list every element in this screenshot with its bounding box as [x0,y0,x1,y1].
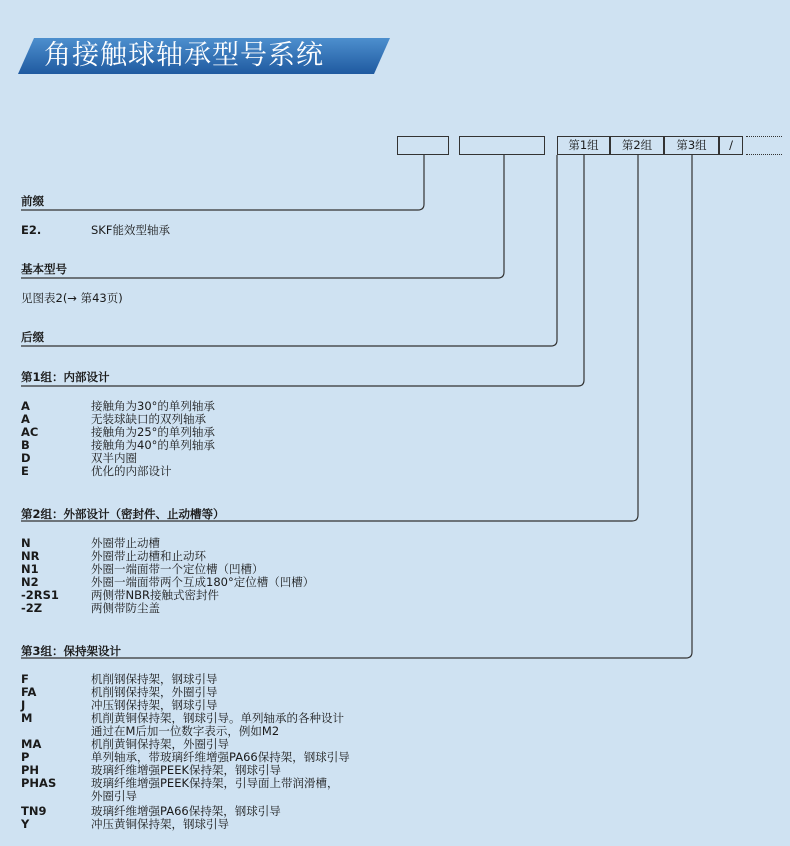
list-item-code: PH [21,763,40,777]
list-item-code: -2RS1 [21,588,59,602]
list-item-desc: 接触角为30°的单列轴承 [91,399,215,413]
list-item-code: J [21,698,26,712]
basic-heading: 基本型号 [21,262,67,276]
list-item-desc: 机削黄铜保持架，钢球引导。单列轴承的各种设计 [91,711,344,725]
list-item-code: FA [21,685,37,699]
list-item-desc: 玻璃纤维增强PA66保持架，钢球引导 [91,804,281,818]
prefix-desc: SKF能效型轴承 [91,223,170,237]
list-item-code: N [21,536,31,550]
list-item-desc: 通过在M后加一位数字表示，例如M2 [91,724,280,738]
list-item-code: AC [21,425,39,439]
list-item-code: A [21,399,30,413]
list-item-desc: 机削钢保持架，钢球引导 [91,672,218,686]
list-item-code: NR [21,549,40,563]
list-item-desc: 冲压钢保持架，钢球引导 [91,698,218,712]
basic-connector [21,155,504,278]
suffix-connector [21,155,557,346]
list-item-code: N1 [21,562,39,576]
group3-box: 第3组 [664,136,719,155]
list-item-code: -2Z [21,601,43,615]
prefix-code: E2. [21,223,42,237]
list-item-desc: 机削钢保持架，外圈引导 [91,685,218,699]
list-item-desc: 机削黄铜保持架，外圈引导 [91,737,229,751]
list-item-code: MA [21,737,42,751]
list-item-code: A [21,412,30,426]
list-item-desc: 冲压黄铜保持架，钢球引导 [91,817,229,831]
group2-box: 第2组 [610,136,664,155]
list-item-desc: 无装球缺口的双列轴承 [91,412,206,426]
list-item-desc: 两侧带NBR接触式密封件 [91,588,219,602]
list-item-code: D [21,451,31,465]
page-title: 角接触球轴承型号系统 [44,40,324,71]
list-item-code: PHAS [21,776,57,790]
list-item-code: M [21,711,33,725]
list-item-desc: 接触角为40°的单列轴承 [91,438,215,452]
group1-box: 第1组 [557,136,610,155]
group1-heading: 第1组：内部设计 [21,370,110,384]
list-item-desc: 玻璃纤维增强PEEK保持架，引导面上带润滑槽， [91,776,339,790]
list-item-desc: 外圈引导 [91,789,137,803]
list-item-desc: 单列轴承，带玻璃纤维增强PA66保持架，钢球引导 [91,750,350,764]
list-item-desc: 外圈一端面带两个互成180°定位槽（凹槽） [91,575,315,589]
group2-heading: 第2组：外部设计（密封件、止动槽等） [21,507,225,521]
list-item-code: TN9 [21,804,47,818]
group3-heading: 第3组：保持架设计 [21,644,122,658]
list-item-desc: 外圈一端面带一个定位槽（凹槽） [91,562,264,576]
list-item-desc: 外圈带止动槽 [91,536,160,550]
list-item-code: F [21,672,29,686]
list-item-desc: 玻璃纤维增强PEEK保持架，钢球引导 [91,763,282,777]
suffix-heading: 后缀 [21,330,44,344]
list-item-desc: 双半内圈 [91,451,137,465]
list-item-code: B [21,438,30,452]
group1-connector [21,155,584,386]
list-item-code: E [21,464,29,478]
basic-text: 见图表2(→ 第43页) [21,291,123,305]
list-item-code: N2 [21,575,39,589]
list-item-desc: 优化的内部设计 [91,464,172,478]
list-item-desc: 接触角为25°的单列轴承 [91,425,215,439]
prefix-connector [21,155,424,210]
list-item-code: Y [21,817,30,831]
list-item-desc: 两侧带防尘盖 [91,601,160,615]
list-item-desc: 外圈带止动槽和止动环 [91,549,206,563]
prefix-heading: 前缀 [21,194,44,208]
slash-box: / [719,136,743,155]
list-item-code: P [21,750,30,764]
